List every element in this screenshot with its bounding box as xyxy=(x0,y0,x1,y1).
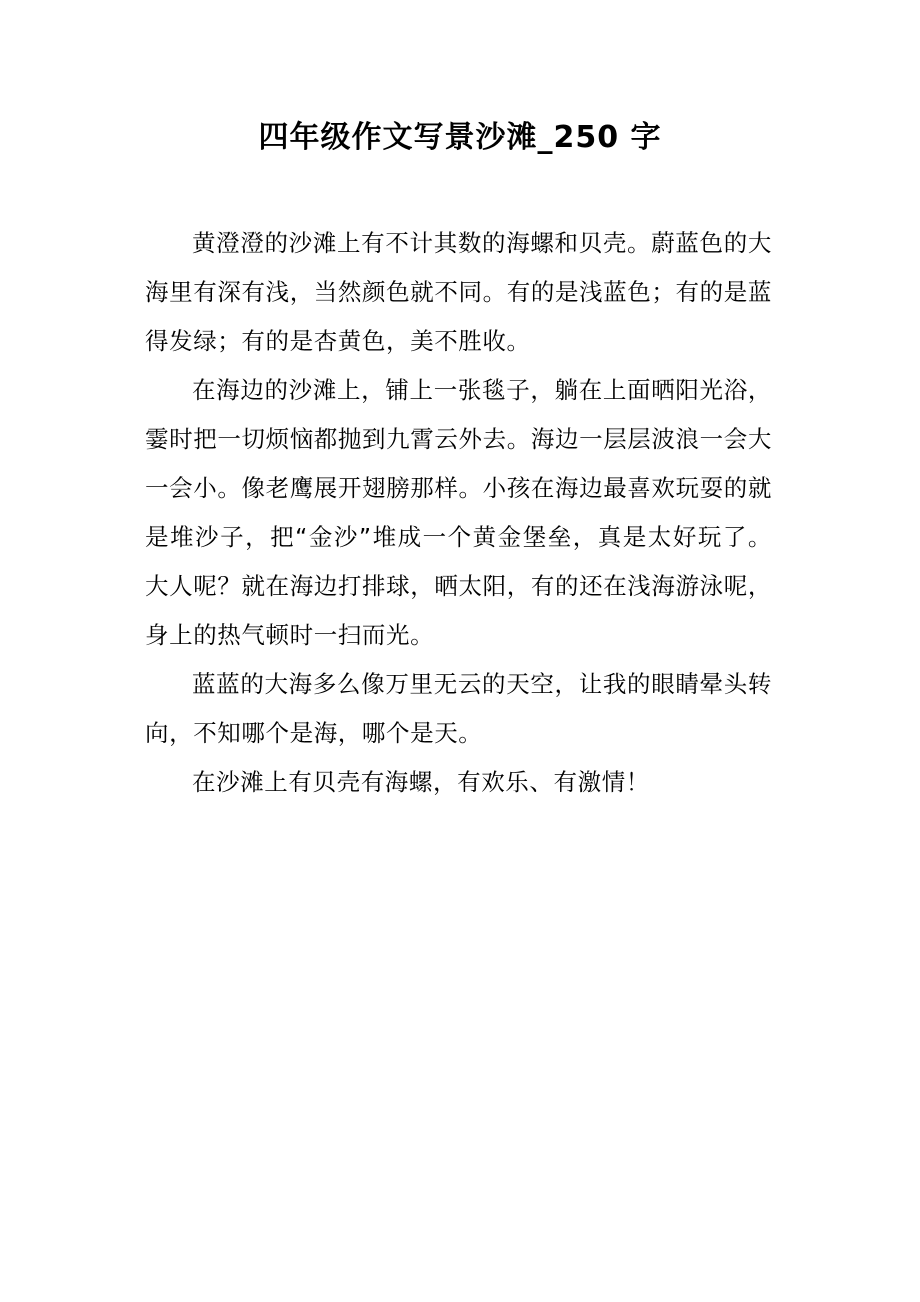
paragraph: 蓝蓝的大海多么像万里无云的天空，让我的眼睛晕头转向，不知哪个是海，哪个是天。 xyxy=(145,670,772,747)
paragraph: 在海边的沙滩上，铺上一张毯子，躺在上面晒阳光浴，霎时把一切烦恼都抛到九霄云外去。海边一层层波浪一会大一会小。像老鹰展开翅膀那样。小孩在海边最喜欢玩耍的就是堆沙子，把“金沙”堆成一个黄金堡垒，真是太好玩了。大人呢？就在海边打排球，晒太阳，有的还在浅海游泳呢，身上的热气顿时一扫而光。 xyxy=(145,376,772,649)
document-body xyxy=(0,219,920,807)
page-title: 四年级作文写景沙滩_250 字 xyxy=(258,120,662,155)
paragraph: 黄澄澄的沙滩上有不计其数的海螺和贝壳。蔚蓝色的大海里有深有浅，当然颜色就不同。有的是浅蓝色；有的是蓝得发绿；有的是杏黄色，美不胜收。 xyxy=(145,229,772,355)
paragraph: 在沙滩上有贝壳有海螺，有欢乐、有激情！ xyxy=(192,768,650,796)
